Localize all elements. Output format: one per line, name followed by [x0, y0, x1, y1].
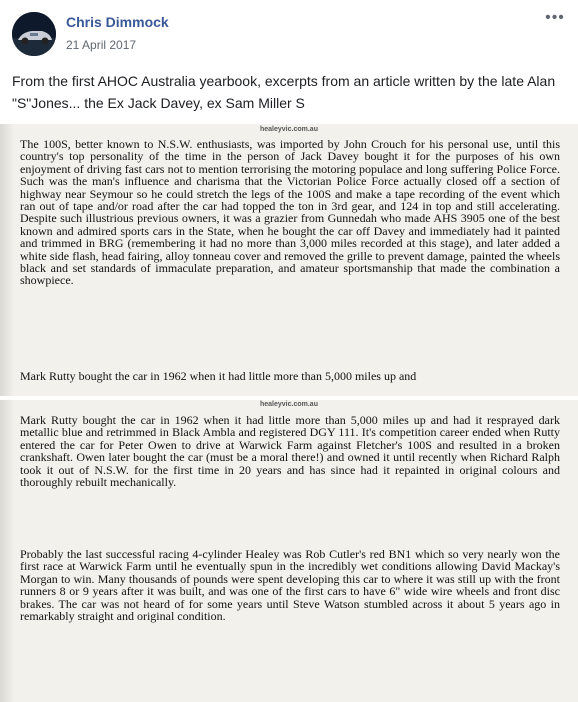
post-caption: From the first AHOC Australia yearbook, excerpts from an article written by the late Alan "S"Jones... the Ex Jack Davey, ex Sam Miller S [12, 73, 556, 111]
post-timestamp[interactable]: 21 April 2017 [66, 38, 137, 52]
scan-1-paragraph-1: The 100S, better known to N.S.W. enthusiasts, was imported by John Crouch for his personal use, until this country's top personality of the time in the person of Jack Davey bought it for the purposes of his own enjoyment of driving fast cars not to mention terrorising the motoring populace and long suffering Police Force. Such was the man's influence and charisma that the Victorian Police Force actually closed off a section of highway near Seymour so he could stretch the legs of the 100S and make a tape recording of the event which ran out of tape and/or road after the car had topped the ton in 3rd gear, and 124 in top and still accelerating. Despite such illustrious previous owners, it was a grazier from Gunnedah who made AHS 3905 one of the best known and admired sports cars in the State, when he bought the car off Davey and immediately had it painted and trimmed in BRG (remembering it had no more than 3,000 miles recorded at this stage), and later added a white side flash, head fairing, alloy tonneau cover and removed the grille to prevent damage, painted the wheels black and set standards of immaculate preparation, and amateur sportsmanship that made the combination a showpiece. [20, 137, 560, 288]
scanned-page-2 [0, 400, 578, 702]
car-photo-icon [12, 12, 56, 56]
scanned-page-1 [0, 124, 578, 396]
watermark-1: healeyvic.com.au [260, 126, 318, 133]
post-header [0, 0, 578, 66]
author-name-link[interactable]: Chris Dimmock [66, 14, 169, 30]
more-options-button[interactable]: ••• [545, 9, 565, 26]
page-shadow [0, 124, 14, 396]
watermark-2: healeyvic.com.au [260, 401, 318, 408]
author-avatar[interactable] [12, 12, 56, 56]
scan-2-paragraph-2: Probably the last successful racing 4-cylinder Healey was Rob Cutler's red BN1 which so very nearly won the first race at Warwick Farm until he eventually spun in the incredibly wet conditions allowing David Mackay's Morgan to win. Many thousands of pounds were spent developing this car to where it was still up with the front runners 8 or 9 years after it was built, and was one of the first cars to have 6" wide wire wheels and front disc brakes. The car was not heard of for some years until Steve Watson stumbled across it about 5 years ago in remarkably straight and original condition. [20, 547, 560, 624]
scan-2-paragraph-1: Mark Rutty bought the car in 1962 when it had little more than 5,000 miles up and had it resprayed dark metallic blue and retrimmed in Black Ambla and registered DGY 111. It's competition career ended when Rutty entered the car for Peter Owen to drive at Warwick Farm against Fletcher's 100S and resulted in a broken crankshaft. Owen later bought the car (must be a moral there!) and owned it until recently when Richard Ralph took it out of N.S.W. for the first time in 20 years and has since had it repainted in original colours and thoroughly rebuilt mechanically. [20, 413, 560, 490]
page-shadow [0, 400, 14, 702]
scan-1-paragraph-2: Mark Rutty bought the car in 1962 when it had little more than 5,000 miles up and [20, 369, 417, 383]
